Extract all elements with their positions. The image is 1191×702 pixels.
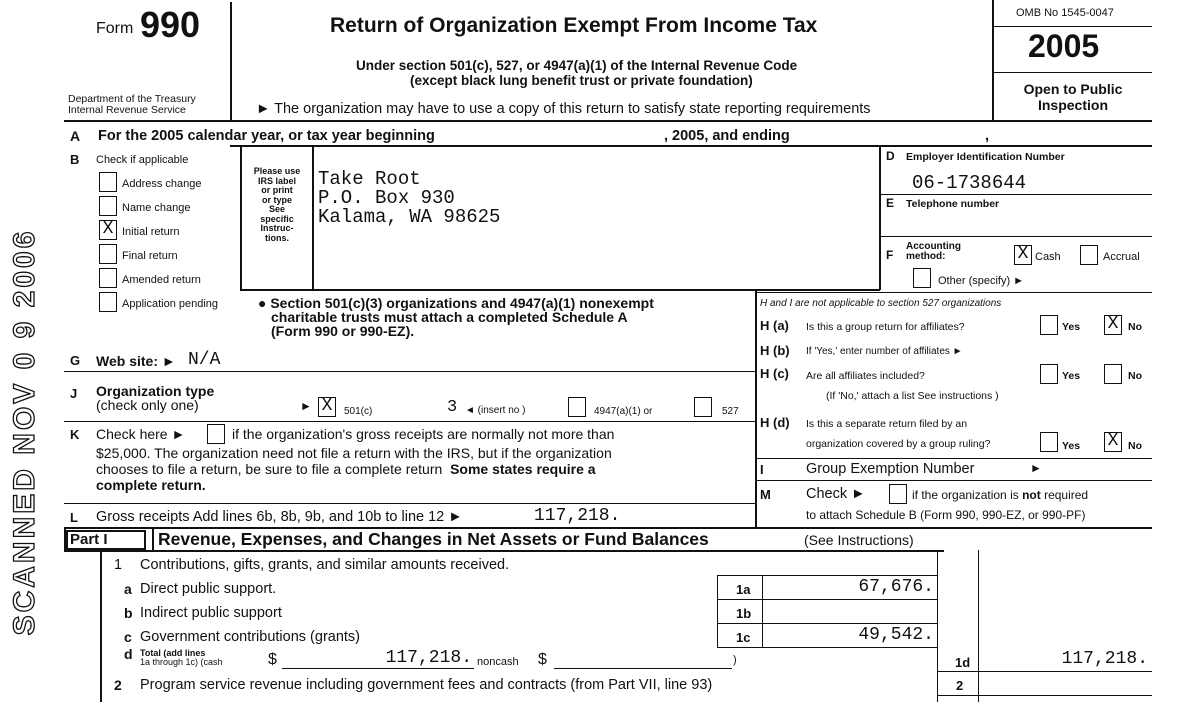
form-word: Form: [96, 20, 134, 37]
part1-title: Revenue, Expenses, and Changes in Net Assets or Fund Balances: [158, 529, 709, 549]
total-col-divider: [978, 550, 979, 702]
h-block-top-rule: [755, 292, 1152, 293]
form-number: 990: [140, 4, 201, 45]
line-k-text3: chooses to file a return, be sure to file a complete return Some states require a: [96, 461, 596, 477]
ha-yes-label: Yes: [1062, 321, 1081, 333]
ein-value: 06-1738644: [912, 172, 1027, 194]
ha-yes-checkbox[interactable]: [1040, 315, 1058, 335]
part1-title-divider: [152, 529, 154, 551]
gross-receipts-label: Gross receipts Add lines 6b, 8b, 9b, and 10b to line 12 ►: [96, 509, 463, 525]
irs-label-note: Please use IRS label or print or type See specific Instruc- tions.: [253, 166, 301, 243]
line-k-text4: complete return.: [96, 477, 206, 493]
line1-text: Contributions, gifts, grants, and similar amounts received.: [140, 557, 510, 573]
other-method-label: Other (specify) ►: [938, 275, 1025, 287]
hd-label: H (d): [760, 415, 790, 430]
row-1d-box: 1d: [955, 655, 971, 670]
total-col-left: [937, 550, 938, 702]
hd-yes-label: Yes: [1062, 440, 1081, 452]
initial-return-label: Initial return: [122, 226, 180, 238]
4947-label: 4947(a)(1) or: [594, 406, 653, 417]
ha-label: H (a): [760, 318, 789, 333]
row-1d-cash-symbol: $: [268, 651, 277, 668]
line-g-rule: [64, 371, 755, 372]
line-j-letter: J: [70, 386, 78, 401]
line-d-letter: D: [886, 149, 895, 163]
part1-indent-rule: [100, 550, 102, 702]
hc-text: Are all affiliates included?: [806, 370, 925, 382]
part1-header-rule: [64, 550, 944, 552]
final-return-checkbox[interactable]: [99, 244, 117, 264]
line-k-letter: K: [70, 427, 80, 442]
row-1d-bottom: [937, 671, 1152, 672]
line-m-text1: if the organization is not required: [912, 488, 1089, 502]
row-1c-letter: c: [124, 629, 132, 645]
omb-rule: [992, 26, 1152, 27]
address-change-label: Address change: [122, 178, 202, 190]
open-public-inspection: Open to Public Inspection: [1023, 81, 1123, 113]
hd-no-label: No: [1128, 440, 1142, 452]
name-box-bottom: [240, 289, 880, 291]
header-divider-left: [230, 2, 232, 120]
line1-num: 1: [114, 557, 123, 573]
row-1d-close: ): [733, 654, 737, 666]
line-m-text2: to attach Schedule B (Form 990, 990-EZ, or 990-PF): [806, 508, 1086, 522]
row-1c-text: Government contributions (grants): [140, 629, 361, 645]
row-1d-noncash-underline: [554, 668, 732, 669]
scanned-stamp: SCANNED NOV 0 9 2006: [8, 228, 41, 636]
accrual-label: Accrual: [1103, 251, 1140, 263]
part1-label: Part I: [66, 530, 146, 550]
final-return-label: Final return: [122, 250, 178, 262]
state-notice: ► The organization may have to use a copy of this return to satisfy state reporting requirements: [256, 101, 871, 117]
line2-box: 2: [956, 678, 964, 693]
row-1d-letter: d: [124, 646, 133, 662]
line-b-letter: B: [70, 152, 80, 167]
part1-see-instructions: (See Instructions): [804, 532, 914, 548]
label-box-left: [240, 145, 242, 290]
501c-checkbox[interactable]: X: [318, 397, 336, 417]
line-a-end: ,: [985, 128, 990, 144]
hb-text: If 'Yes,' enter number of affiliates ►: [806, 346, 963, 357]
h-note: H and I are not applicable to section 527 organizations: [760, 298, 1002, 309]
hd-text2: organization covered by a group ruling?: [806, 438, 991, 450]
row-1a-text: Direct public support.: [140, 581, 277, 597]
hc-yes-label: Yes: [1062, 370, 1081, 382]
gross-receipts-value: 117,218.: [534, 506, 621, 526]
row-1c-box: 1c: [736, 630, 751, 645]
name-change-checkbox[interactable]: [99, 196, 117, 216]
name-change-label: Name change: [122, 202, 191, 214]
name-box-left: [312, 145, 314, 290]
hd-no-checkbox[interactable]: X: [1104, 432, 1122, 452]
part1-left-border: [64, 527, 66, 552]
row1c-bottom: [717, 647, 938, 648]
other-method-checkbox[interactable]: [913, 268, 931, 288]
org-city: Kalama, WA 98625: [318, 206, 501, 228]
line-l-letter: L: [70, 510, 78, 525]
line-m-top-rule: [755, 480, 1152, 481]
row-1d-total: 117,218.: [1061, 649, 1148, 669]
527-label: 527: [722, 406, 739, 417]
cash-checkbox[interactable]: X: [1014, 245, 1032, 265]
row1c-top: [717, 623, 938, 624]
row-1d-total-label: Total (add lines 1a through 1c) (cash: [140, 648, 223, 667]
org-name: Take Root: [318, 168, 421, 190]
line-a-rule: [230, 145, 1152, 147]
row-1d-cash-underline: [282, 668, 474, 669]
ein-rule: [880, 194, 1152, 195]
m-checkbox[interactable]: [889, 484, 907, 504]
org-type-label: Organization type (check only one): [96, 383, 215, 413]
omb-number: OMB No 1545-0047: [1016, 7, 1114, 19]
ha-no-checkbox[interactable]: X: [1104, 315, 1122, 335]
header-bottom-rule: [64, 120, 1152, 122]
application-pending-checkbox[interactable]: [99, 292, 117, 312]
ha-text: Is this a group return for affiliates?: [806, 321, 965, 333]
row-1d-cash-value: 117,218.: [385, 648, 472, 668]
row1b-top: [717, 599, 938, 600]
ha-no-label: No: [1128, 321, 1142, 333]
cash-label: Cash: [1035, 251, 1061, 263]
row-1b-text: Indirect public support: [140, 605, 282, 621]
subtitle-line1: Under section 501(c), 527, or 4947(a)(1) of the Internal Revenue Code: [356, 58, 798, 73]
row-1c-amount: 49,542.: [858, 625, 934, 645]
telephone-label: Telephone number: [906, 198, 1000, 210]
amended-return-checkbox[interactable]: [99, 268, 117, 288]
hd-text1: Is this a separate return filed by an: [806, 418, 968, 430]
hc-label: H (c): [760, 366, 789, 381]
amended-return-label: Amended return: [122, 274, 201, 286]
application-pending-label: Application pending: [122, 298, 219, 310]
line-m-letter: M: [760, 487, 771, 502]
line-g-letter: G: [70, 353, 81, 368]
row1a-top: [717, 575, 938, 576]
header-divider-right: [992, 0, 994, 120]
telephone-rule: [880, 236, 1152, 237]
hb-label: H (b): [760, 343, 790, 358]
line-i-letter: I: [760, 462, 764, 477]
initial-return-checkbox[interactable]: X: [99, 220, 117, 240]
row-1a-letter: a: [124, 581, 132, 597]
website-label: Web site: ►: [96, 353, 176, 369]
hd-yes-checkbox[interactable]: [1040, 432, 1058, 452]
accrual-checkbox[interactable]: [1080, 245, 1098, 265]
form-title: Return of Organization Exempt From Income Tax: [330, 14, 818, 37]
address-change-checkbox[interactable]: [99, 172, 117, 192]
accounting-method-label: Accounting method:: [906, 241, 961, 262]
line-a-text: For the 2005 calendar year, or tax year beginning: [98, 128, 435, 144]
line2-bottom: [937, 695, 1152, 696]
sub-box-left: [717, 575, 718, 647]
527-checkbox[interactable]: [694, 397, 712, 417]
subtitle-line2: (except black lung benefit trust or private foundation): [410, 73, 753, 88]
501c-label: 501(c): [344, 406, 373, 417]
row-1d-noncash-symbol: $: [538, 651, 547, 668]
line-k-check-here: Check here ►: [96, 426, 186, 442]
hc-note: (If 'No,' attach a list See instructions ): [826, 390, 999, 402]
line-j-rule: [64, 421, 755, 422]
row-1b-letter: b: [124, 605, 133, 621]
ein-label: Employer Identification Number: [906, 151, 1065, 163]
group-exemption-arrow: ►: [1030, 461, 1042, 475]
insert-no-label: ◄ (insert no ): [465, 405, 526, 416]
org-type-arrow: ►: [300, 399, 312, 413]
department: Department of the Treasury Internal Revenue Service: [68, 93, 196, 116]
h-block-divider: [755, 289, 757, 527]
4947-checkbox[interactable]: [568, 397, 586, 417]
hc-no-checkbox[interactable]: [1104, 364, 1122, 384]
row-1a-amount: 67,676.: [858, 577, 934, 597]
line-i-top-rule: [755, 458, 1152, 459]
k-checkbox[interactable]: [207, 424, 225, 444]
tax-year: 2005: [1028, 28, 1100, 64]
line-e-letter: E: [886, 196, 895, 210]
line-l-top-rule: [64, 503, 755, 504]
line-a-mid: , 2005, and ending: [664, 128, 790, 144]
row-1a-box: 1a: [736, 582, 751, 597]
section-501-note: ● Section 501(c)(3) organizations and 4947(a)(1) nonexempt charitable trusts must attach a completed Schedule A (Form 990 or 990-EZ).: [258, 295, 654, 339]
line-k-text2: $25,000. The organization need not file a return with the IRS, but if the organization: [96, 445, 612, 461]
line2-num: 2: [114, 677, 122, 693]
line2-text: Program service revenue including government fees and contracts (from Part VII, line 93): [140, 677, 713, 693]
line-k-text1: if the organization's gross receipts are normally not more than: [232, 426, 615, 442]
year-rule: [992, 72, 1152, 73]
501c-insert-value: 3: [447, 398, 458, 417]
check-if-applicable: Check if applicable: [96, 154, 189, 166]
hc-yes-checkbox[interactable]: [1040, 364, 1058, 384]
org-address-block: [318, 170, 500, 227]
line-a-letter: A: [70, 128, 81, 144]
name-box-right: [879, 145, 881, 290]
line-f-letter: F: [886, 248, 894, 262]
group-exemption-label: Group Exemption Number: [806, 461, 975, 477]
row-1d-noncash-label: noncash: [477, 656, 519, 668]
row-1b-box: 1b: [736, 606, 752, 621]
sub-box-divider: [762, 575, 763, 647]
org-street: P.O. Box 930: [318, 187, 455, 209]
website-value: N/A: [188, 350, 221, 370]
hc-no-label: No: [1128, 370, 1142, 382]
line-m-check: Check ►: [806, 486, 866, 502]
